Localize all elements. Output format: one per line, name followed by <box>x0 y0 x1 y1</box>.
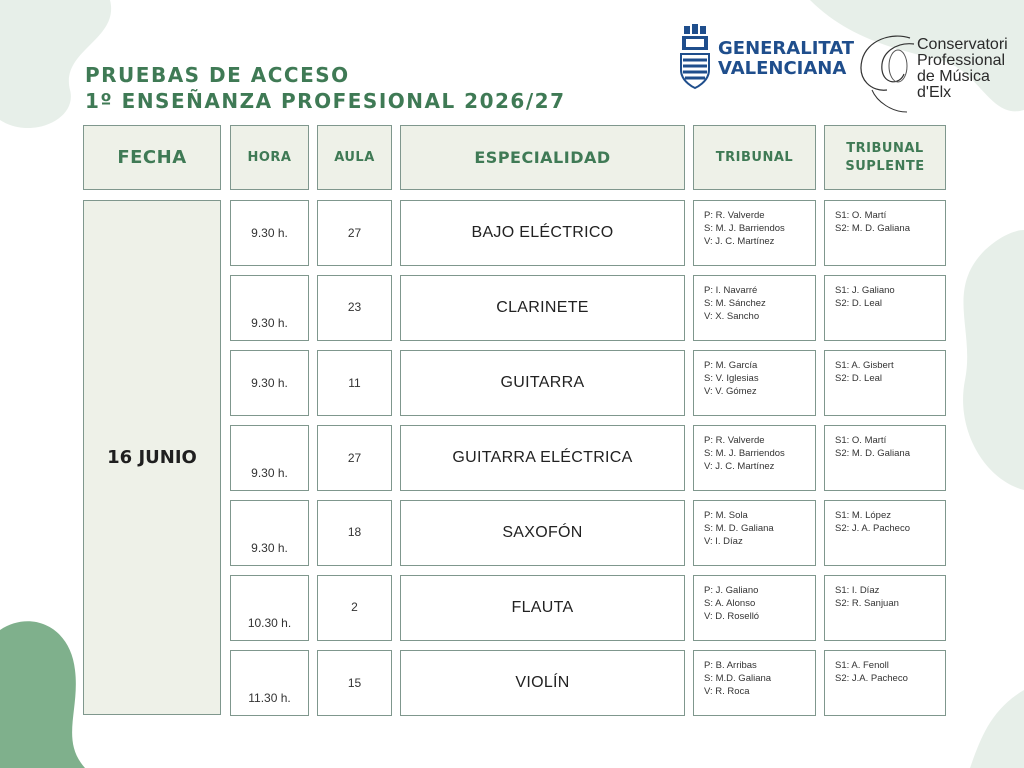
suplente-member: S1: O. Martí <box>835 210 887 221</box>
especialidad-value: BAJO ELÉCTRICO <box>471 224 614 241</box>
hora-cell <box>230 575 309 641</box>
especialidad-cell <box>400 200 685 266</box>
hora-cell <box>230 275 309 341</box>
tribunal-cell <box>693 425 816 491</box>
tribunal-member: P: R. Valverde <box>704 210 765 221</box>
hora-cell <box>230 500 309 566</box>
tribunal-member: V: V. Gómez <box>704 386 757 397</box>
title-line-1: PRUEBAS DE ACCESO <box>85 63 350 87</box>
tribunal-member: V: I. Díaz <box>704 536 743 547</box>
suplente-member: S2: R. Sanjuan <box>835 598 899 609</box>
aula-cell <box>317 425 392 491</box>
tribunal-member: S: M. D. Galiana <box>704 523 774 534</box>
tribunal-member: V: X. Sancho <box>704 311 760 322</box>
suplente-member: S1: M. López <box>835 510 891 521</box>
especialidad-cell <box>400 350 685 416</box>
generalitat-logo-line-2: VALENCIANA <box>718 58 847 79</box>
aula-cell <box>317 500 392 566</box>
hora-value: 11.30 h. <box>248 691 291 705</box>
tribunal-member: S: M.D. Galiana <box>704 673 772 684</box>
suplente-member: S1: I. Díaz <box>835 585 880 596</box>
tribunal-suplente-cell <box>824 350 946 416</box>
suplente-member: S2: M. D. Galiana <box>835 223 910 234</box>
generalitat-logo <box>678 24 855 94</box>
tribunal-member: P: J. Galiano <box>704 585 759 596</box>
header-fecha: FECHA <box>83 125 221 190</box>
decorative-blob-bottom-left <box>0 600 90 768</box>
generalitat-emblem-icon <box>678 24 712 90</box>
suplente-member: S1: A. Fenoll <box>835 660 889 671</box>
fecha-cell <box>83 200 221 715</box>
tribunal-member: S: A. Alonso <box>704 598 756 609</box>
header-especialidad: ESPECIALIDAD <box>400 125 685 190</box>
suplente-member: S2: M. D. Galiana <box>835 448 910 459</box>
generalitat-logo-line-1: GENERALITAT <box>718 38 855 59</box>
aula-value: 27 <box>347 226 362 240</box>
header-aula: AULA <box>317 125 392 190</box>
aula-cell <box>317 200 392 266</box>
especialidad-cell <box>400 500 685 566</box>
aula-value: 27 <box>347 451 362 465</box>
especialidad-value: SAXOFÓN <box>502 524 583 541</box>
especialidad-value: GUITARRA ELÉCTRICA <box>452 449 633 466</box>
tribunal-member: P: B. Arribas <box>704 660 757 671</box>
hora-value: 10.30 h. <box>247 616 292 630</box>
tribunal-suplente-cell <box>824 275 946 341</box>
aula-value: 15 <box>347 676 362 690</box>
tribunal-cell <box>693 200 816 266</box>
header-tribunal: TRIBUNAL <box>693 125 816 190</box>
tribunal-member: S: V. Iglesias <box>704 373 759 384</box>
aula-value: 2 <box>351 600 358 614</box>
hora-value: 9.30 h. <box>251 226 288 240</box>
suplente-member: S1: A. Gisbert <box>835 360 894 371</box>
especialidad-cell <box>400 650 685 716</box>
especialidad-cell <box>400 275 685 341</box>
tribunal-cell <box>693 650 816 716</box>
suplente-member: S1: O. Martí <box>835 435 887 446</box>
suplente-member: S2: D. Leal <box>835 298 882 309</box>
conservatori-logo-mark <box>852 30 922 120</box>
suplente-member: S2: J. A. Pacheco <box>835 523 910 534</box>
suplente-member: S1: J. Galiano <box>835 285 895 296</box>
tribunal-cell <box>693 275 816 341</box>
suplente-member: S2: D. Leal <box>835 373 882 384</box>
suplente-member: S2: J.A. Pacheco <box>835 673 908 684</box>
tribunal-member: V: J. C. Martínez <box>704 236 775 247</box>
tribunal-member: P: I. Navarré <box>704 285 758 296</box>
tribunal-member: P: M. Sola <box>704 510 748 521</box>
aula-cell <box>317 350 392 416</box>
tribunal-member: S: M. J. Barriendos <box>704 223 785 234</box>
aula-cell <box>317 575 392 641</box>
tribunal-cell <box>693 350 816 416</box>
conservatori-line-3: de Música <box>917 68 990 85</box>
page-title <box>85 62 565 114</box>
tribunal-member: V: R. Roca <box>704 686 750 697</box>
conservatori-line-4: d'Elx <box>917 84 952 101</box>
hora-value: 9.30 h. <box>251 541 288 555</box>
especialidad-value: CLARINETE <box>496 299 589 316</box>
tribunal-suplente-cell <box>824 200 946 266</box>
tribunal-suplente-cell <box>824 650 946 716</box>
tribunal-member: P: M. García <box>704 360 758 371</box>
especialidad-cell <box>400 575 685 641</box>
title-line-2: 1º ENSEÑANZA PROFESIONAL 2026/27 <box>85 89 566 113</box>
especialidad-value: FLAUTA <box>511 599 574 616</box>
conservatori-line-1: Conservatori <box>917 36 1008 53</box>
aula-value: 18 <box>347 525 362 539</box>
tribunal-cell <box>693 500 816 566</box>
tribunal-suplente-cell <box>824 575 946 641</box>
hora-cell <box>230 350 309 416</box>
especialidad-value: GUITARRA <box>500 374 585 391</box>
tribunal-member: S: M. Sánchez <box>704 298 766 309</box>
conservatori-line-2: Professional <box>917 52 1006 69</box>
decorative-blob-right <box>945 230 1024 490</box>
tribunal-member: V: J. C. Martínez <box>704 461 775 472</box>
decorative-blob-bottom-right <box>960 690 1024 768</box>
aula-value: 23 <box>347 300 362 314</box>
hora-cell <box>230 425 309 491</box>
fecha-value: 16 JUNIO <box>107 447 197 468</box>
header-tribunal-suplente: TRIBUNAL SUPLENTE <box>824 125 946 190</box>
hora-cell <box>230 200 309 266</box>
hora-cell <box>230 650 309 716</box>
header-hora: HORA <box>230 125 309 190</box>
hora-value: 9.30 h. <box>251 376 288 390</box>
aula-value: 11 <box>348 376 361 390</box>
especialidad-cell <box>400 425 685 491</box>
aula-cell <box>317 275 392 341</box>
hora-value: 9.30 h. <box>251 466 288 480</box>
hora-value: 9.30 h. <box>251 316 288 330</box>
tribunal-cell <box>693 575 816 641</box>
conservatori-logo <box>917 37 1008 101</box>
tribunal-member: V: D. Roselló <box>704 611 760 622</box>
tribunal-suplente-cell <box>824 425 946 491</box>
tribunal-member: P: R. Valverde <box>704 435 765 446</box>
aula-cell <box>317 650 392 716</box>
tribunal-member: S: M. J. Barriendos <box>704 448 785 459</box>
tribunal-suplente-cell <box>824 500 946 566</box>
especialidad-value: VIOLÍN <box>515 674 570 691</box>
